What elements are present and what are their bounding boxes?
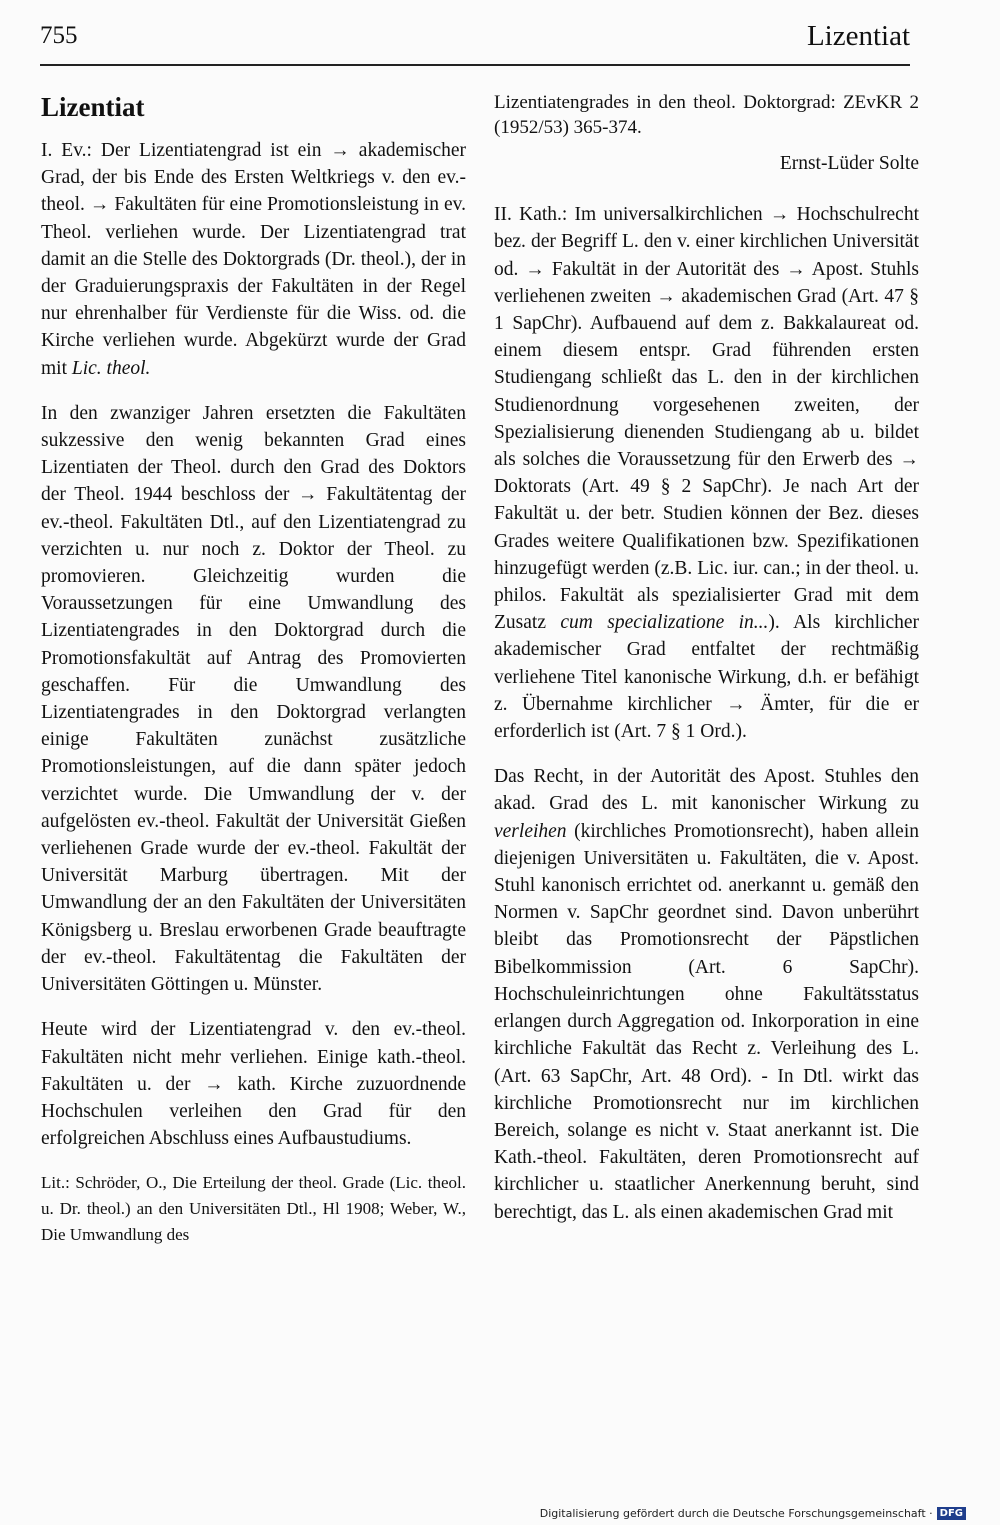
page-number: 755 <box>40 22 78 49</box>
right-column <box>494 82 919 1244</box>
paragraph-twenties: In den zwanziger Jahren ersetzten die Fakultäten sukzessive den wenig bekannten Grad eines Lizentiaten der Theol. durch den Grad des Doktors der Theol. 1944 beschloss der → Fakultätentag der ev.-theol. Fakultäten Dtl., auf den Lizentiatengrad zu verzichten u. nur noch z. Doktor der Theol. zu promovieren. Gleichzeitig wurden die Voraussetzungen für eine Umwandlung des Lizentiatengrades in den Doktorgrad durch die Promotionsfakultät auf Antrag des Promovierten geschaffen. Für die Umwandlung des Lizentiatengrades in den Doktorgrad verlangten einige Fakultäten zunächst zusätzliche Promotionsleistungen, auf die dann später jedoch verzichtet wurde. Die Umwandlung der v. der aufgelösten ev.-theol. Fakultät der Universität Gießen verliehenen Grade wurde der ev.-theol. Fakultät der Universität Marburg übertragen. Mit der Umwandlung der an den Fakultäten der Universitäten Königsberg u. Breslau erworbenen Grade beauftragte der ev.-theol. Fakultätentag die Fakultäten der Universitäten Göttingen u. Münster. <box>41 402 466 996</box>
paragraph-text: II. Kath.: Im universalkirchlichen → Hochschulrecht bez. der Begriff L. den v. einer kirchlichen Universität od. → Fakultät in der Autorität des → Apost. Stuhls verliehenen zweiten → akademischen Grad (Art. 47 § 1 SapChr). Aufbauend auf dem z. Bakkalaureat od. einem diesem entspr. Grad führenden ersten Studiengang schließt das L. den in der kirchlichen Studienordnung vorgesehenen zweiten, der Spezialisierung dienenden Studiengang ab u. bildet als solches die Voraussetzung für den Erwerb des → Doktorats (Art. 49 § 2 SapChr). Je nach Art der Fakultät u. der betr. Studien können der Bez. dieses Grades weitere Qualifikationen bzw. Spezifikationen hinzugefügt werden (z.B. Lic. iur. can.; in der theol. u. philos. Fakultät als spezialisierter Grad mit dem Zusatz <box>494 204 919 634</box>
italic-term: verleihen <box>494 820 567 842</box>
italic-term: Lic. theol. <box>71 357 151 379</box>
paragraph-kath-intro <box>494 201 919 745</box>
footer-text: Digitalisierung gefördert durch die Deutsche Forschungsgemeinschaft · <box>539 1506 933 1520</box>
literature-note: Lit.: Schröder, O., Die Erteilung der theol. Grade (Lic. theol. u. Dr. theol.) an den Universitäten Dtl., Hl 1908; Weber, W., Die Umwandlung des <box>41 1173 466 1245</box>
paragraph-text: ). Als kirchlicher akademischer Grad entfaltet der rechtmäßig verliehene Titel kanonische Wirkung, d.h. er befähigt z. Übernahme kirchlicher → Ämter, für die er erforderlich ist (Art. 7 § 1 Ord.). <box>494 612 920 743</box>
header-rule <box>40 64 910 66</box>
left-column <box>41 82 466 1248</box>
dfg-logo-icon: DFG <box>937 1507 966 1520</box>
article-title: Lizentiat <box>41 92 145 122</box>
paragraph-today: Heute wird der Lizentiatengrad v. den ev.-theol. Fakultäten nicht mehr verliehen. Einige kath.-theol. Fakultäten u. der → kath. Kirche zuzuordnende Hochschulen verleihen den Grad für den erfolgreichen Abschluss eines Aufbaustudiums. <box>41 1019 466 1150</box>
paragraph-ev-intro <box>41 137 466 382</box>
author-signature: Ernst-Lüder Solte <box>779 153 919 174</box>
paragraph-promotion-right <box>494 763 919 1225</box>
paragraph-text: (kirchliches Promotionsrecht), haben allein diejenigen Universitäten u. Fakultäten, die v. Apost. Stuhl kanonisch errichtet od. anerkannt u. gemäß den Normen v. SapChr geordnet sind. Davon unberührt bleibt das Promotionsrecht der Päpstlichen Bibelkommission (Art. 6 SapChr). Hochschuleinrichtungen ohne Fakultätsstatus erlangen durch Aggregation od. Inkorporation in eine kirchliche Fakultät das Recht z. Verleihung des L. (Art. 63 SapChr, Art. 48 Ord). - In Dtl. wirkt das kirchliche Promotionsrecht nur im kirchlichen Bereich, solange es nicht v. Staat anerkannt ist. Die Kath.-theol. Fakultäten, deren Promotionsrecht auf kirchlicher u. staatlicher Anerkennung beruht, sind berechtigt, das L. als einen akademischen Grad mit <box>494 820 919 1223</box>
literature-continuation: Lizentiatengrades in den theol. Doktorgrad: ZEvKR 2 (1952/53) 365-374. <box>494 92 919 138</box>
running-head: Lizentiat <box>806 20 910 52</box>
digitization-footer <box>540 1507 966 1521</box>
italic-term: cum specializatione in... <box>560 612 769 634</box>
paragraph-text: I. Ev.: Der Lizentiatengrad ist ein → akademischer Grad, der bis Ende des Ersten Weltkriegs v. den ev.-theol. → Fakultäten für eine Promotionsleistung in ev. Theol. verliehen wurde. Der Lizentiatengrad trat damit an die Stelle des Doktorgrads (Dr. theol.), der in der Graduierungspraxis der Fakultäten in der Regel nur ehrenhalber für Verdienste für die Wiss. od. die Kirche verliehen wurde. Abgekürzt wurde der Grad mit <box>41 140 466 379</box>
paragraph-text: Das Recht, in der Autorität des Apost. Stuhles den akad. Grad des L. mit kanonischer Wirkung zu <box>494 766 919 815</box>
